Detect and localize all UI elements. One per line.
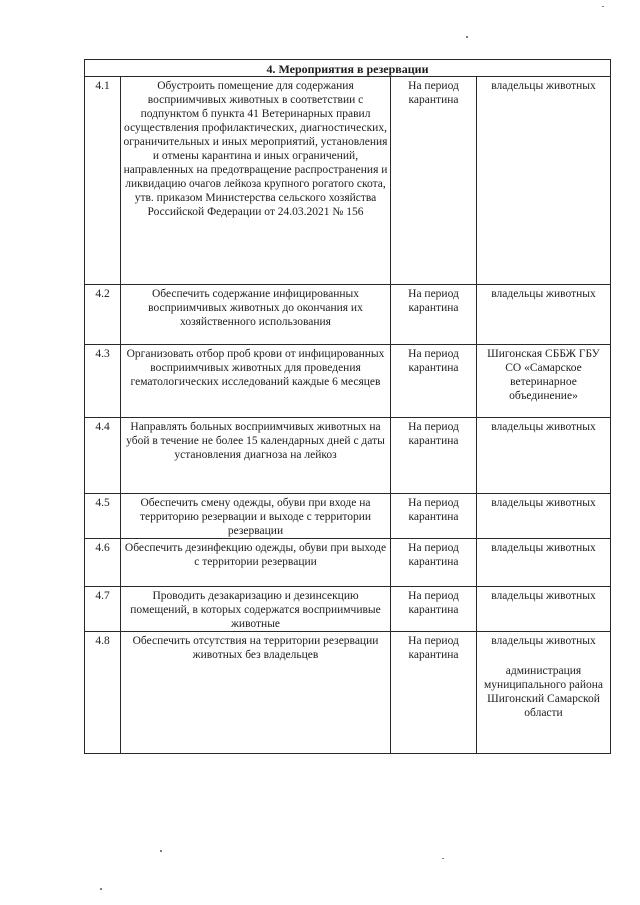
row-responsible: владельцы животных (477, 418, 611, 494)
row-period: На период карантина (391, 285, 477, 345)
row-action: Обустроить помещение для содержания восприимчивых животных в соответствии с подпунктом б пункта 41 Ветеринарных правил осуществления профилактических, диагностических, ограничительных и иных мероприятий, установления и отмены карантина и иных ограничений, направленных на предотвращение распространения и ликвидацию очагов лейкоза крупного рогатого скота, утв. приказом Министерства сельского хозяйства Российской Федерации от 24.03.2021 № 156 (121, 77, 391, 285)
row-responsible: владельцы животных (477, 539, 611, 587)
table-row (85, 418, 611, 494)
row-period: На период карантина (391, 587, 477, 632)
row-action: Обеспечить отсутствия на территории резервации животных без владельцев (121, 632, 391, 754)
table-row (85, 587, 611, 632)
row-responsible: владельцы животных (477, 494, 611, 539)
scan-speck (100, 888, 102, 890)
row-responsible: владельцы животных (477, 285, 611, 345)
row-number: 4.2 (85, 285, 121, 345)
row-number: 4.5 (85, 494, 121, 539)
row-responsible-cell (477, 632, 611, 754)
row-number: 4.8 (85, 632, 121, 754)
table-row (85, 632, 611, 754)
row-action: Обеспечить смену одежды, обуви при входе на территорию резервации и выходе с территории резервации (121, 494, 391, 539)
row-action: Направлять больных восприимчивых животных на убой в течение не более 15 календарных дней с даты установления диагноза на лейкоз (121, 418, 391, 494)
row-period: На период карантина (391, 418, 477, 494)
row-responsible-extra: администрация муниципального района Шигонский Самарской области (484, 665, 603, 719)
table-row (85, 494, 611, 539)
row-number: 4.7 (85, 587, 121, 632)
table-row (85, 345, 611, 418)
row-number: 4.3 (85, 345, 121, 418)
row-period: На период карантина (391, 494, 477, 539)
row-action: Проводить дезакаризацию и дезинсекцию помещений, в которых содержатся восприимчивые животные (121, 587, 391, 632)
row-period: На период карантина (391, 77, 477, 285)
row-number: 4.6 (85, 539, 121, 587)
row-number: 4.1 (85, 77, 121, 285)
scan-speck (466, 36, 468, 38)
row-action: Обеспечить содержание инфицированных восприимчивых животных до окончания их хозяйственного использования (121, 285, 391, 345)
row-period: На период карантина (391, 539, 477, 587)
scan-speck (602, 6, 604, 7)
row-responsible: владельцы животных (477, 77, 611, 285)
section-heading-row (85, 60, 611, 77)
row-responsible: Шигонская СББЖ ГБУ СО «Самарское ветеринарное объединение» (477, 345, 611, 418)
row-period: На период карантина (391, 345, 477, 418)
measures-table (84, 59, 611, 754)
row-responsible: владельцы животных (477, 587, 611, 632)
table-row (85, 77, 611, 285)
scan-speck (160, 850, 162, 852)
row-responsible: владельцы животных (491, 635, 596, 647)
section-title: 4. Мероприятия в резервации (85, 60, 611, 77)
row-period: На период карантина (391, 632, 477, 754)
row-number: 4.4 (85, 418, 121, 494)
table-row (85, 539, 611, 587)
table-row (85, 285, 611, 345)
row-action: Организовать отбор проб крови от инфицированных восприимчивых животных для проведения гематологических исследований каждые 6 месяцев (121, 345, 391, 418)
row-action: Обеспечить дезинфекцию одежды, обуви при выходе с территории резервации (121, 539, 391, 587)
scan-speck (442, 858, 444, 859)
